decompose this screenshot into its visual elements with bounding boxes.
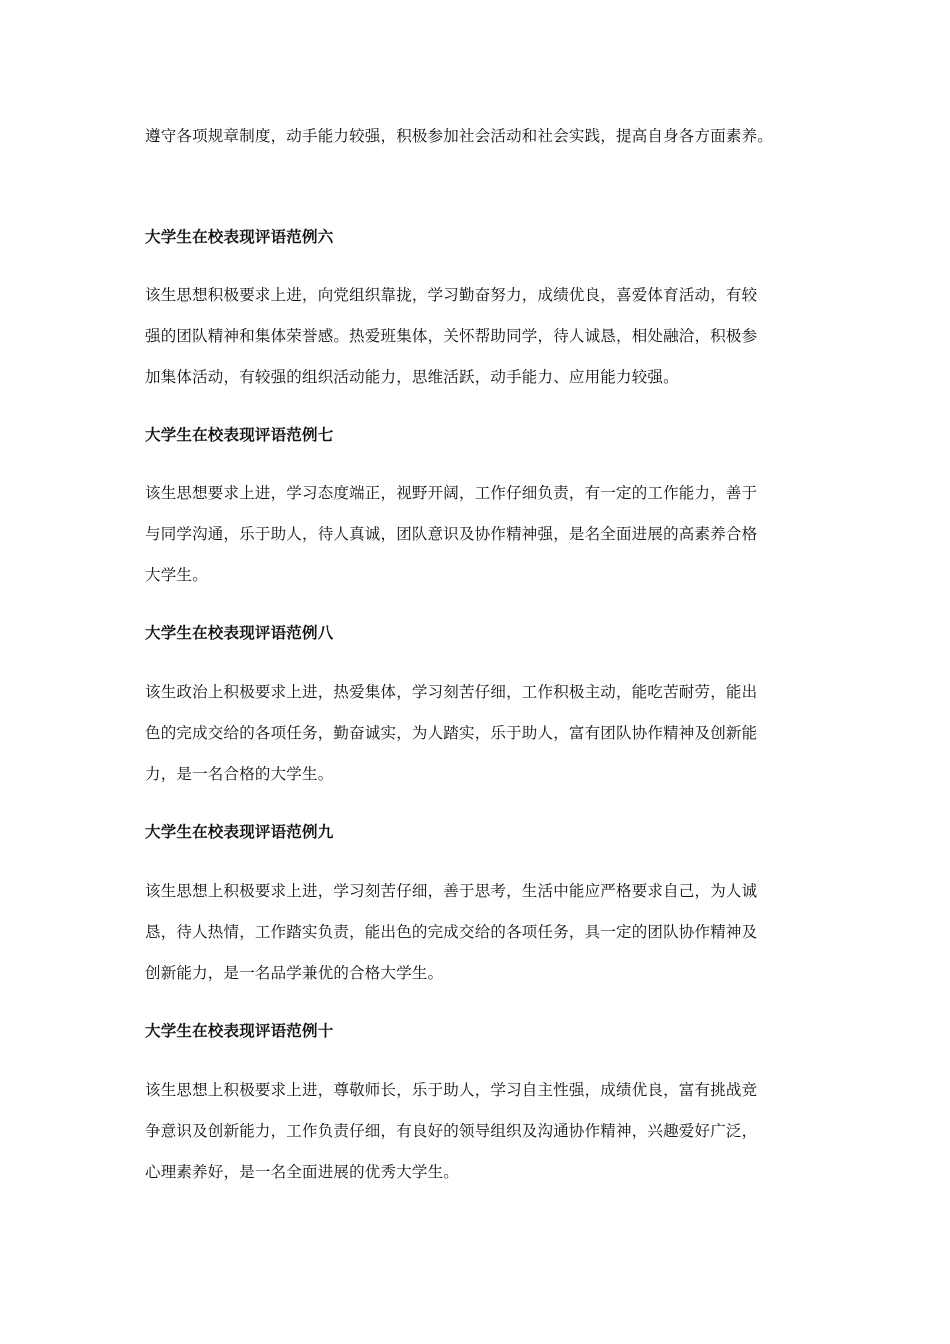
section-6-line-2: 强的团队精神和集体荣誉感。热爱班集体，关怀帮助同学，待人诚恳，相处融洽，积极参 — [145, 327, 758, 345]
section-heading-7: 大学生在校表现评语范例七 — [145, 426, 334, 444]
section-7-line-2: 与同学沟通，乐于助人，待人真诚，团队意识及协作精神强，是名全面进展的高素养合格 — [145, 525, 758, 543]
section-8-line-3: 力，是一名合格的大学生。 — [145, 765, 334, 783]
section-heading-6: 大学生在校表现评语范例六 — [145, 228, 334, 246]
intro-paragraph-line: 遵守各项规章制度，动手能力较强，积极参加社会活动和社会实践，提高自身各方面素养。 — [145, 127, 774, 145]
section-6-line-1: 该生思想积极要求上进，向党组织靠拢，学习勤奋努力，成绩优良，喜爱体育活动，有较 — [145, 286, 758, 304]
section-9-line-3: 创新能力，是一名品学兼优的合格大学生。 — [145, 964, 444, 982]
section-heading-9: 大学生在校表现评语范例九 — [145, 823, 334, 841]
section-9-line-2: 恳，待人热情，工作踏实负责，能出色的完成交给的各项任务，具一定的团队协作精神及 — [145, 923, 758, 941]
section-heading-10: 大学生在校表现评语范例十 — [145, 1022, 334, 1040]
section-heading-8: 大学生在校表现评语范例八 — [145, 624, 334, 642]
section-7-line-3: 大学生。 — [145, 566, 208, 584]
section-6-line-3: 加集体活动，有较强的组织活动能力，思维活跃，动手能力、应用能力较强。 — [145, 368, 679, 386]
section-7-line-1: 该生思想要求上进，学习态度端正，视野开阔，工作仔细负责，有一定的工作能力，善于 — [145, 484, 758, 502]
section-8-line-1: 该生政治上积极要求上进，热爱集体，学习刻苦仔细，工作积极主动，能吃苦耐劳，能出 — [145, 683, 758, 701]
section-8-line-2: 色的完成交给的各项任务，勤奋诚实，为人踏实，乐于助人，富有团队协作精神及创新能 — [145, 724, 758, 742]
section-10-line-2: 争意识及创新能力，工作负责仔细，有良好的领导组织及沟通协作精神，兴趣爱好广泛， — [145, 1122, 758, 1140]
section-10-line-1: 该生思想上积极要求上进，尊敬师长，乐于助人，学习自主性强，成绩优良，富有挑战竞 — [145, 1081, 758, 1099]
section-10-line-3: 心理素养好，是一名全面进展的优秀大学生。 — [145, 1163, 460, 1181]
section-9-line-1: 该生思想上积极要求上进，学习刻苦仔细，善于思考，生活中能应严格要求自己，为人诚 — [145, 882, 758, 900]
